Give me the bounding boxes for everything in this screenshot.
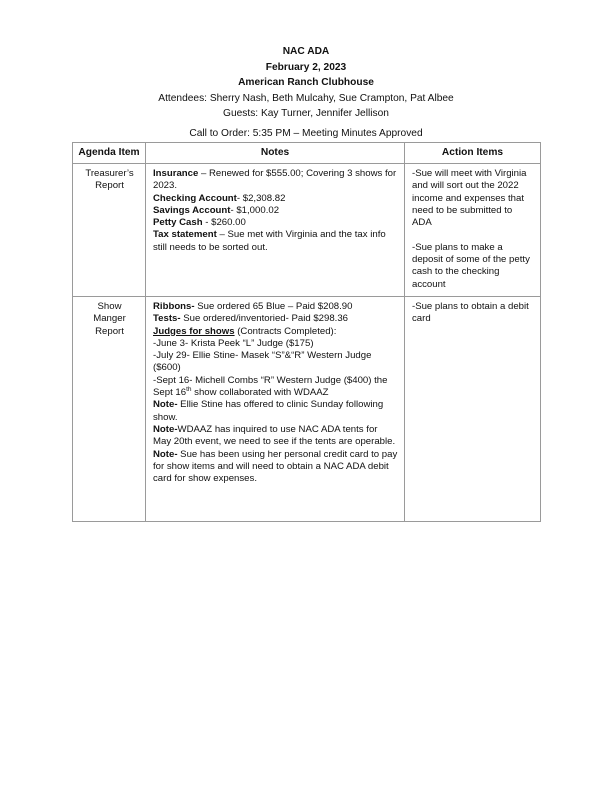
note-label: Tests- — [153, 313, 181, 325]
note-clinic — [153, 399, 398, 424]
minutes-table — [72, 142, 541, 522]
note-label: Checking Account — [153, 192, 237, 204]
notes-cell-show-manager — [146, 297, 405, 522]
table-header-row — [73, 143, 541, 164]
actions-cell-show-manager — [405, 297, 541, 522]
meeting-location: American Ranch Clubhouse — [238, 77, 374, 89]
judge-entry-text: -Sept 16- Michell Combs “R” Western Judge ($400) the Sept 16 — [153, 374, 388, 399]
note-tax-statement — [153, 229, 398, 254]
agenda-cell-show-manager: Show Manger Report — [73, 297, 146, 522]
note-text: – Renewed for $555.00; Covering 3 shows for 2023. — [153, 168, 397, 192]
note-debit-card — [153, 449, 398, 486]
note-text: WDAAZ has inquired to use NAC ADA tents for May 20th event, we need to see if the tents are operable. — [153, 423, 396, 448]
note-text: Sue has been using her personal credit card to pay for show items and will need to obtain a NAC ADA debit card for show expenses. — [153, 448, 398, 485]
table-row-show-manager — [73, 297, 541, 522]
note-tents — [153, 424, 398, 449]
meeting-date: February 2, 2023 — [265, 61, 347, 73]
actions-cell-treasurer — [405, 164, 541, 297]
note-label: Note- — [153, 399, 178, 411]
note-savings-account — [153, 205, 398, 217]
action-item: -Sue will meet with Virginia and will sort out the 2022 income and expenses that need to be submitted to ADA — [412, 168, 527, 229]
note-label: Note- — [153, 423, 178, 435]
attendees: Attendees: Sherry Nash, Beth Mulcahy, Sue Crampton, Pat Albee — [158, 92, 454, 104]
judge-entry — [153, 375, 398, 400]
judge-entry: -June 3- Krista Peek “L” Judge ($175) — [153, 337, 314, 349]
org-title: NAC ADA — [282, 46, 330, 57]
note-text: Sue ordered/inventoried- Paid $298.36 — [180, 313, 349, 325]
note-judges — [153, 326, 398, 338]
action-item: -Sue plans to make a deposit of some of the petty cash to the checking account — [412, 241, 530, 290]
note-label: Insurance — [153, 168, 199, 179]
note-text: (Contracts Completed): — [234, 325, 337, 337]
note-text: - $1,000.02 — [230, 204, 280, 216]
document-header — [0, 44, 612, 122]
agenda-cell-treasurer: Treasurer’s Report — [73, 164, 146, 297]
ordinal-suffix: th — [186, 385, 192, 393]
note-insurance — [153, 168, 398, 193]
table-row-treasurer — [73, 164, 541, 297]
judge-entry: -July 29- Ellie Stine- Masek “S”&“R” Western Judge ($600) — [153, 350, 372, 374]
note-ribbons — [153, 301, 398, 313]
judge-entry-text: show collaborated with WDAAZ — [191, 387, 329, 399]
note-label: Judges for shows — [153, 325, 235, 337]
note-text: - $2,308.82 — [236, 192, 286, 204]
column-header-agenda: Agenda Item — [73, 143, 146, 164]
column-header-notes: Notes — [146, 143, 405, 164]
note-label: Savings Account — [153, 204, 231, 216]
note-tests — [153, 313, 398, 325]
call-to-order: Call to Order: 5:35 PM – Meeting Minutes Approved — [189, 128, 423, 139]
note-label: Ribbons- — [153, 301, 195, 312]
note-label: Petty Cash — [153, 217, 203, 229]
note-text: Ellie Stine has offered to clinic Sunday following show. — [153, 399, 384, 423]
note-label: Note- — [153, 448, 178, 460]
note-label: Tax statement — [153, 229, 217, 241]
action-item: -Sue plans to obtain a debit card — [412, 301, 529, 325]
note-text: – Sue met with Virginia and the tax info still needs to be sorted out. — [153, 229, 386, 253]
column-header-action-items: Action Items — [405, 143, 541, 164]
spacer — [412, 229, 534, 241]
note-checking-account — [153, 193, 398, 205]
guests: Guests: Kay Turner, Jennifer Jellison — [223, 108, 389, 120]
note-petty-cash — [153, 217, 398, 229]
note-text: Sue ordered 65 Blue – Paid $208.90 — [194, 301, 353, 312]
notes-cell-treasurer — [146, 164, 405, 297]
note-text: - $260.00 — [202, 217, 246, 229]
